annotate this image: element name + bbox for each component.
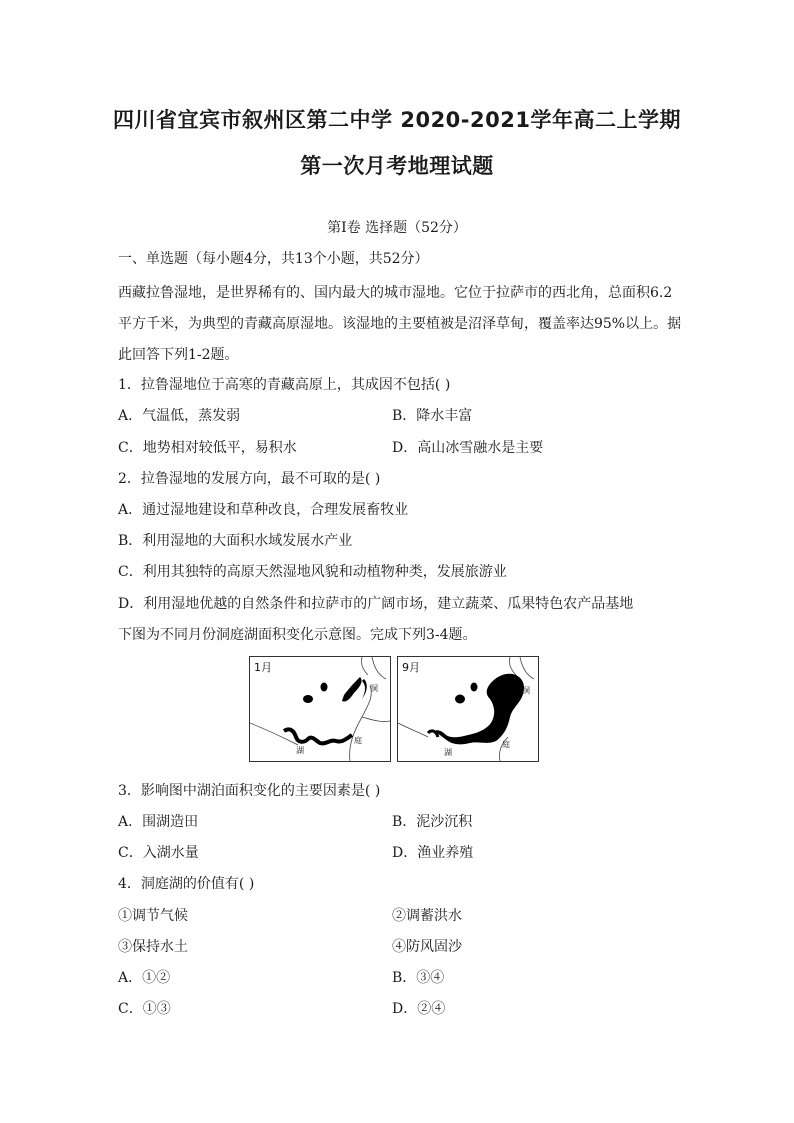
question-2-stem: 2．拉鲁湿地的发展方向，最不可取的是( ) [118, 471, 381, 487]
lake-patch [471, 683, 478, 692]
map-month-label: 9月 [402, 661, 420, 674]
question-3-option-c: C．入湖水量 [118, 845, 199, 861]
question-3-option-b: B．泥沙沉积 [392, 814, 473, 830]
river-line [361, 657, 368, 675]
question-1-option-d: D．高山冰雪融水是主要 [392, 440, 544, 456]
question-1-stem: 1．拉鲁湿地位于高寒的青藏高原上，其成因不包括( ) [118, 377, 451, 393]
passage1-line3: 此回答下列1-2题。 [118, 347, 239, 363]
lake-patch [303, 695, 313, 703]
map-label-hu: 湖 [444, 748, 452, 757]
question-4-item-3: ③保持水土 [118, 939, 188, 955]
lake-patch [321, 683, 328, 692]
question-4-option-c: C．①③ [118, 1001, 171, 1017]
passage2: 下图为不同月份洞庭湖面积变化示意图。完成下列3-4题。 [118, 627, 477, 643]
lake-channel [428, 731, 438, 737]
river-line [350, 685, 372, 761]
map-label-hu: 湖 [296, 746, 304, 755]
dongting-lake-map-september [397, 656, 539, 762]
question-4-option-b: B．③④ [392, 970, 445, 986]
exam-title-line1: 四川省宜宾市叙州区第二中学 2020-2021学年高二上学期 [113, 108, 681, 132]
question-4-item-2: ②调蓄洪水 [392, 908, 462, 924]
section-heading: 第Ⅰ卷 选择题（52分） [327, 220, 467, 236]
map-label-ting: 庭 [502, 740, 510, 749]
river-line [362, 717, 390, 722]
river-line [250, 723, 298, 745]
map-label-dong: 洞 [370, 684, 378, 693]
question-2-option-d: D．利用湿地优越的自然条件和拉萨市的广阔市场，建立蔬菜、瓜果特色农产品基地 [118, 596, 634, 612]
question-4-option-d: D．②④ [392, 1001, 446, 1017]
question-4-option-a: A．①② [118, 970, 171, 986]
question-2-option-b: B．利用湿地的大面积水域发展水产业 [118, 533, 353, 549]
question-4-item-4: ④防风固沙 [392, 939, 462, 955]
lake-patch [455, 695, 465, 704]
question-4-stem: 4．洞庭湖的价值有( ) [118, 876, 255, 892]
map-month-label: 1月 [254, 661, 272, 674]
passage1-line1: 西藏拉鲁湿地，是世界稀有的、国内最大的城市湿地。它位于拉萨市的西北角，总面积6.2 [118, 285, 673, 301]
question-1-option-b: B．降水丰富 [392, 408, 473, 424]
river-line [398, 723, 428, 737]
question-3-option-a: A．围湖造田 [118, 814, 199, 830]
question-3-option-d: D．渔业养殖 [392, 845, 474, 861]
map-label-dong: 洞 [522, 686, 530, 695]
lake-patch [342, 677, 362, 702]
question-2-option-a: A．通过湿地建设和草种改良，合理发展畜牧业 [118, 502, 409, 518]
part-heading: 一、单选题（每小题4分，共13个小题，共52分） [118, 251, 429, 267]
question-2-option-c: C．利用其独特的高原天然湿地风貌和动植物种类，发展旅游业 [118, 564, 507, 580]
lake-body [434, 674, 524, 745]
question-3-stem: 3．影响图中湖泊面积变化的主要因素是( ) [118, 783, 381, 799]
exam-title-line2: 第一次月考地理试题 [300, 154, 494, 178]
question-4-item-1: ①调节气候 [118, 908, 188, 924]
question-1-option-c: C．地势相对较低平，易积水 [118, 440, 297, 456]
river-line [372, 657, 386, 679]
question-1-option-a: A．气温低，蒸发弱 [118, 408, 241, 424]
dongting-lake-map-january [249, 656, 391, 762]
lake-patch [362, 679, 367, 699]
river-line [520, 657, 534, 679]
river-line [509, 657, 516, 675]
lake-channel [284, 729, 352, 743]
passage1-line2: 平方千米，为典型的青藏高原湿地。该湿地的主要植被是沼泽草甸，覆盖率达95%以上。据 [118, 316, 682, 332]
map-label-ting: 庭 [354, 736, 362, 745]
